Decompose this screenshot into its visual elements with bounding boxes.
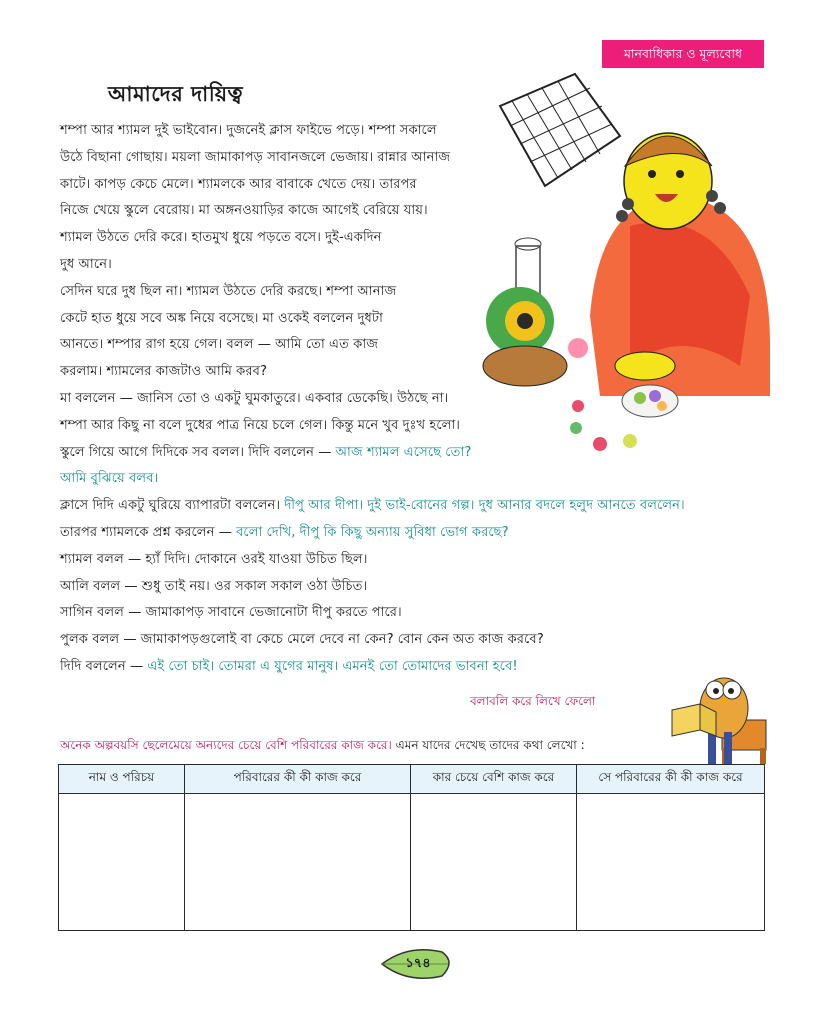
highlighted-dialogue: আজ শ্যামল এসেছে তো? bbox=[335, 444, 472, 460]
story-text-segment: পুলক বলল — জামাকাপড়গুলোই বা কেচে মেলে দেবে না কেন? বোন কেন অত কাজ করবে? bbox=[60, 632, 544, 648]
story-line bbox=[60, 627, 780, 654]
story-text-segment: শ্যামল উঠতে দেরি করে। হাতমুখ ধুয়ে পড়তে বসে। দুই-একদিন bbox=[60, 230, 382, 246]
answer-cell[interactable] bbox=[411, 794, 577, 931]
story-line bbox=[60, 493, 780, 520]
story-text-segment: সাগিন বলল — জামাকাপড় সাবানে ভেজানোটা দীপু করতে পারে। bbox=[60, 605, 402, 621]
story-text-segment: করলাম। শ্যামলের কাজটাও আমি করব? bbox=[60, 364, 267, 380]
story-text-segment: মা বললেন — জানিস তো ও একটু ঘুমকাতুরে। একবার ডেকেছি। উঠছে না। bbox=[60, 390, 449, 406]
story-text-segment: কেটে হাত ধুয়ে সবে অঙ্ক নিয়ে বসেছে। মা ওকেই বললেন দুধটা bbox=[60, 310, 383, 326]
story-text-segment: ক্লাসে দিদি একটু ঘুরিয়ে ব্যাপারটা বললেন। bbox=[60, 498, 285, 514]
table-header: নাম ও পরিচয় bbox=[59, 765, 185, 794]
story-text-segment: কাটে। কাপড় কেচে মেলে। শ্যামলকে আর বাবাকে খেতে দেয়। তারপর bbox=[60, 176, 417, 192]
story-text-segment: স্কুলে গিয়ে আগে দিদিকে সব বলল। দিদি বললেন — bbox=[60, 444, 336, 460]
owl-reading-book-illustration bbox=[664, 660, 774, 766]
story-text-segment: তারপর শ্যামলকে প্রশ্ন করলেন — bbox=[60, 524, 237, 540]
story-line bbox=[60, 520, 780, 547]
answer-cell[interactable] bbox=[185, 794, 411, 931]
woman-cutting-vegetables-illustration bbox=[480, 66, 780, 466]
story-text-segment: নিজে খেয়ে স্কুলে বেরোয়। মা অঙ্গনওয়াড়ির কাজে আগেই বেরিয়ে যায়। bbox=[60, 203, 428, 219]
answer-cell[interactable] bbox=[577, 794, 765, 931]
table-header: কার চেয়ে বেশি কাজ করে bbox=[411, 765, 577, 794]
story-line bbox=[60, 466, 780, 493]
highlighted-dialogue: বলো দেখি, দীপু কি কিছু অন্যায় সুবিধা ভোগ করছে? bbox=[236, 524, 509, 540]
activity-instruction bbox=[60, 737, 585, 757]
lesson-title: আমাদের দায়িত্ব bbox=[108, 82, 244, 106]
answer-cell[interactable] bbox=[59, 794, 185, 931]
highlighted-dialogue: দীপু আর দীপা। দুই ভাই-বোনের গল্প। দুধ আনার বদলে হলুদ আনতে বললেন। bbox=[284, 498, 685, 514]
story-text-segment: সেদিন ঘরে দুধ ছিল না। শ্যামল উঠতে দেরি করছে। শম্পা আনাজ bbox=[60, 283, 397, 299]
instruction-part-1: অনেক অল্পবয়সি ছেলেমেয়ে অন্যদের চেয়ে বেশি পরিবারের কাজ করে। bbox=[60, 738, 392, 752]
vegetable-basket bbox=[483, 287, 588, 386]
kite-drawing bbox=[500, 74, 620, 186]
table-header: পরিবারের কী কী কাজ করে bbox=[185, 765, 411, 794]
highlighted-dialogue: এই তো চাই। তোমরা এ যুগের মানুষ। এমনই তো তোমাদের ভাবনা হবে! bbox=[147, 658, 518, 674]
chapter-tag: মানবাধিকার ও মূল্যবোধ bbox=[602, 40, 764, 68]
instruction-part-2: এমন যাদের দেখেছ তাদের কথা লেখো : bbox=[391, 738, 585, 752]
story-text-segment: দুধ আনে। bbox=[60, 256, 112, 272]
story-text-segment: শম্পা আর শ্যামল দুই ভাইবোন। দুজনেই ক্লাস ফাইভে পড়ে। শম্পা সকালে bbox=[60, 123, 437, 138]
activity-heading: বলাবলি করে লিখে ফেলো bbox=[470, 694, 596, 708]
page-number: ১৭৪ bbox=[405, 956, 431, 971]
story-text-segment: শম্পা আর কিছু না বলে দুধের পাত্র নিয়ে চলে গেল। কিন্তু মনে খুব দুঃখ হলো। bbox=[60, 417, 461, 433]
highlighted-dialogue: আমি বুঝিয়ে বলব। bbox=[60, 471, 159, 487]
story-text-segment: শ্যামল বলল — হ্যাঁ দিদি। দোকানে ওরই যাওয়া উচিত ছিল। bbox=[60, 551, 368, 567]
story-text-segment: দিদি বললেন — bbox=[60, 658, 148, 674]
plate-of-vegetables bbox=[570, 385, 678, 451]
story-line bbox=[60, 600, 780, 627]
story-line bbox=[60, 574, 780, 601]
activity-table bbox=[58, 764, 765, 931]
story-text-segment: আলি বলল — শুধু তাই নয়। ওর সকাল সকাল ওঠা উচিত। bbox=[60, 578, 368, 594]
story-line bbox=[60, 547, 780, 574]
story-text-segment: আনতে। শম্পার রাগ হয়ে গেল। বলল — আমি তো এত কাজ bbox=[60, 337, 379, 353]
story-text-segment: উঠে বিছানা গোছায়। ময়লা জামাকাপড় সাবানজলে ভেজায়। রান্নার আনাজ bbox=[60, 149, 451, 165]
table-header: সে পরিবারের কী কী কাজ করে bbox=[577, 765, 765, 794]
